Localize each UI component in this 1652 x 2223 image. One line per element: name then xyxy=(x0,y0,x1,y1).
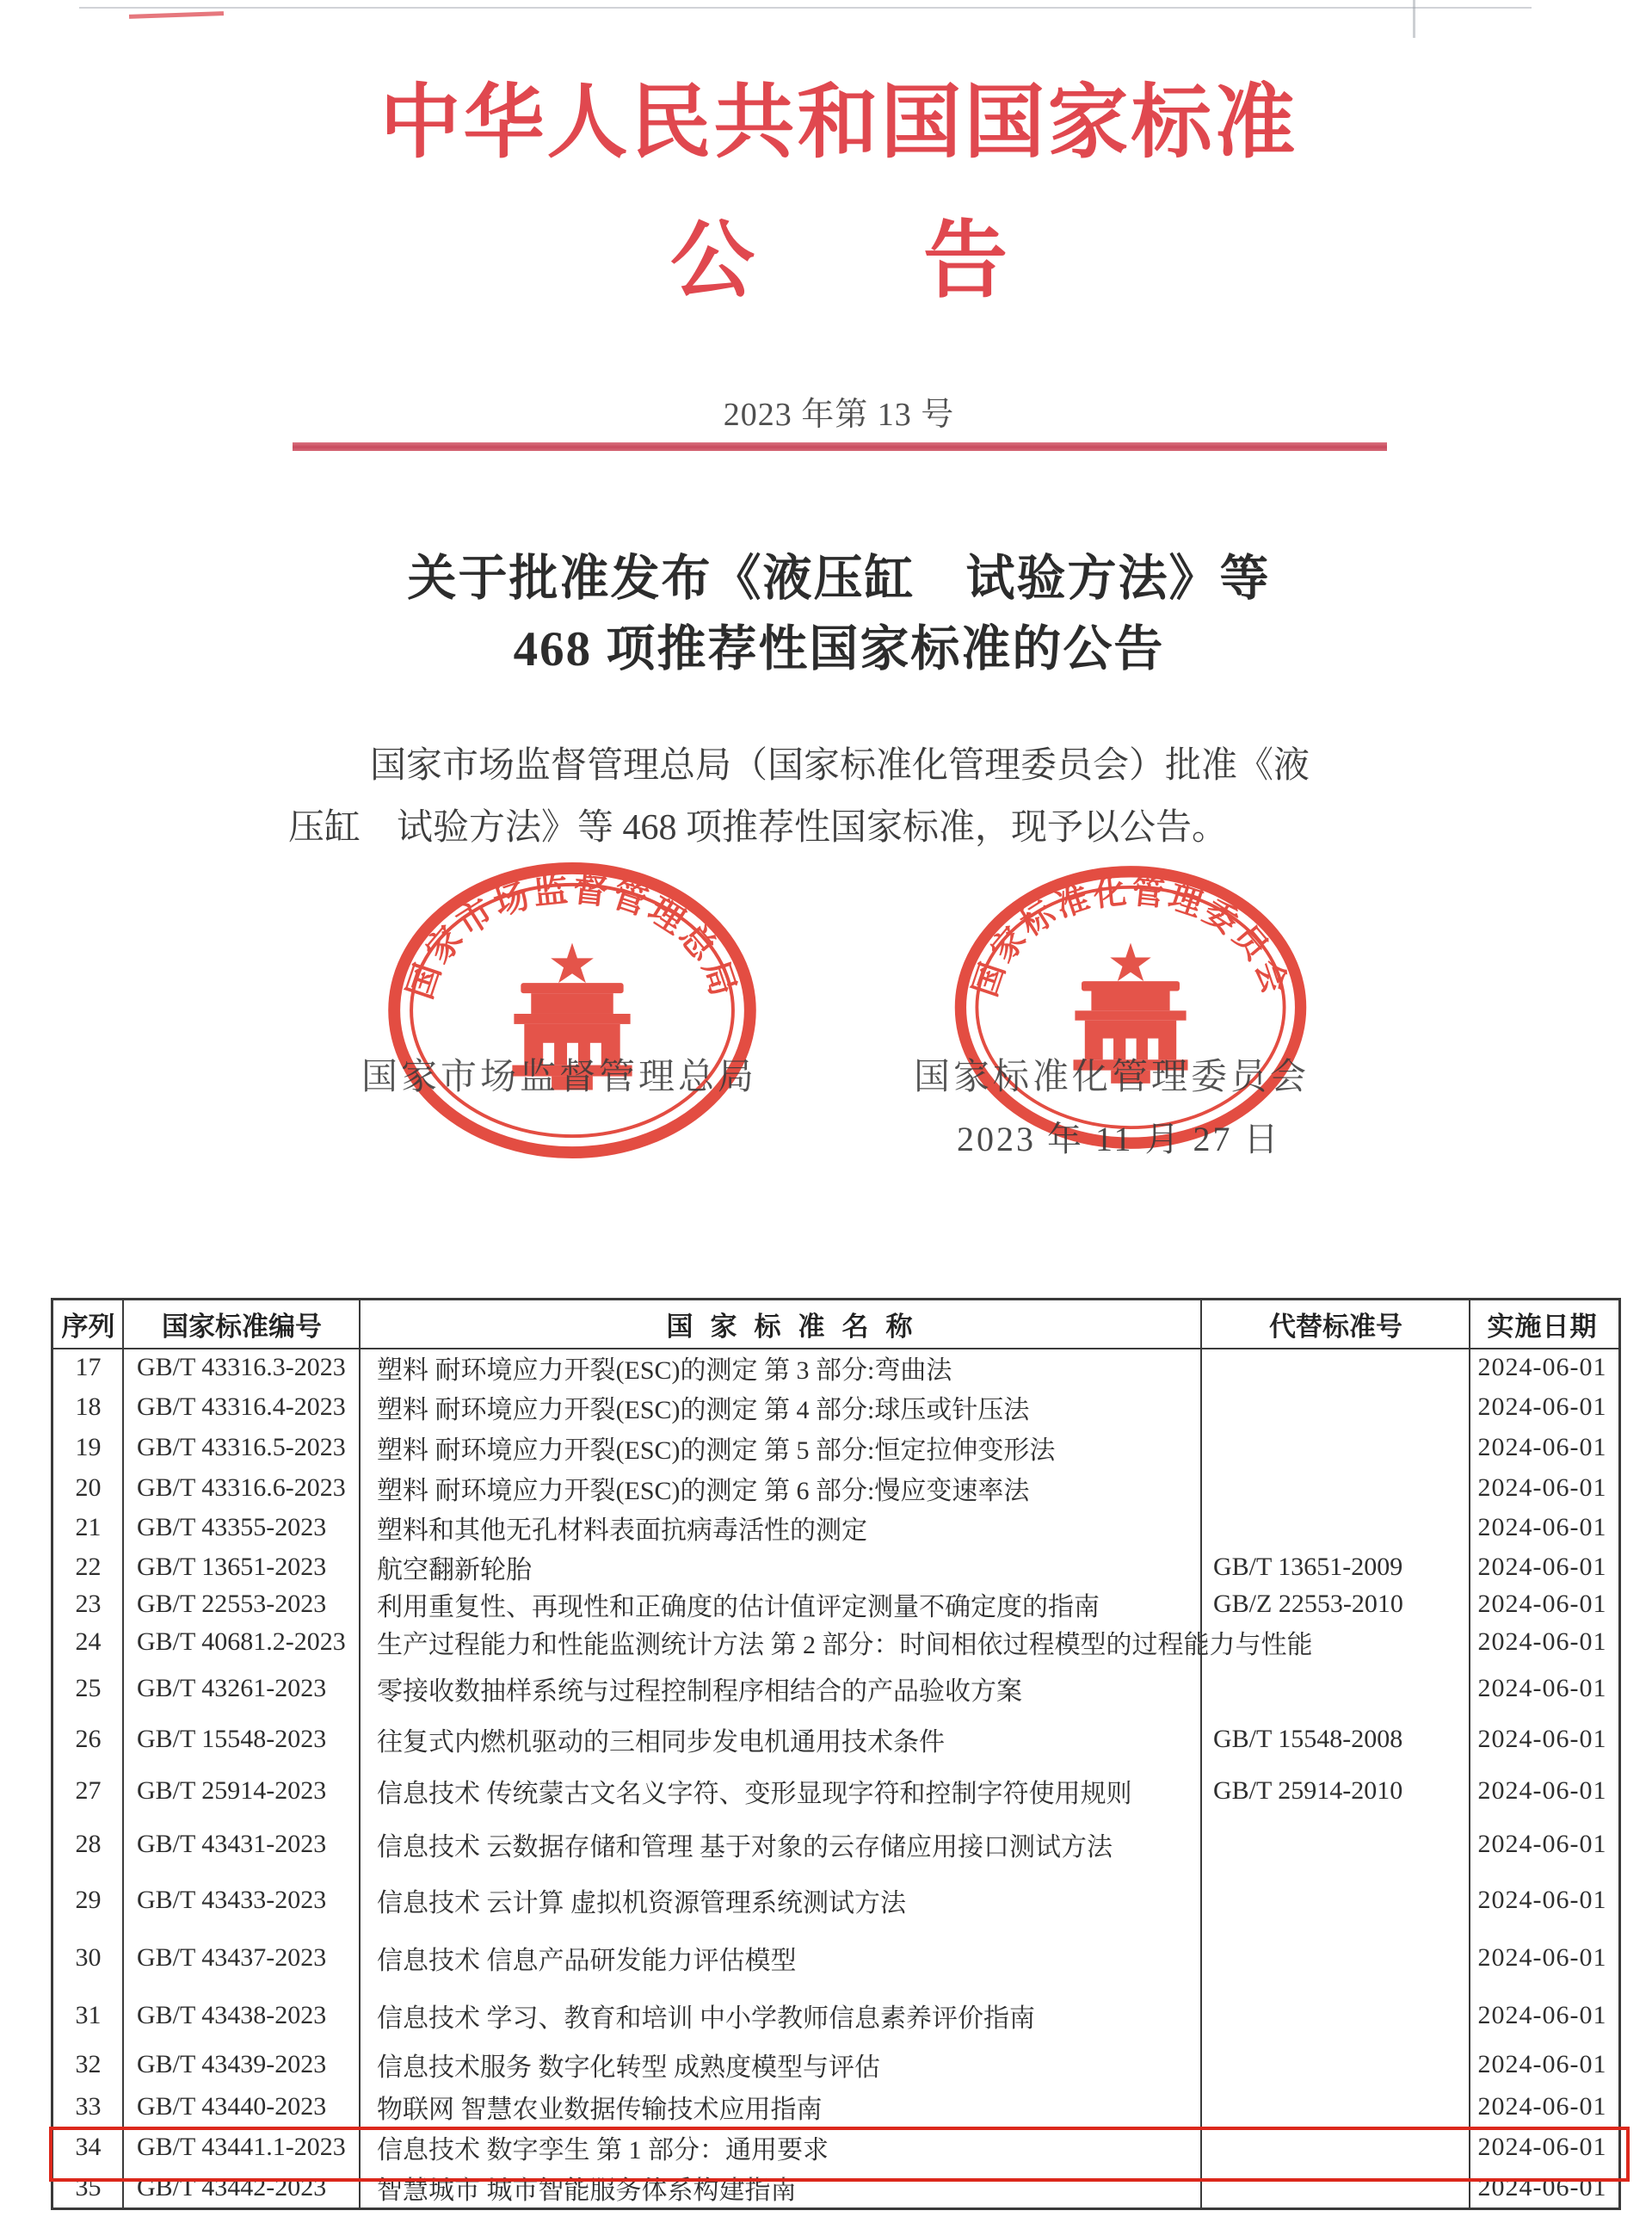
cell-name: 信息技术 云计算 虚拟机资源管理系统测试方法 xyxy=(377,1889,906,1917)
table-row xyxy=(53,1872,1618,1929)
cell-code: GB/T 43433-2023 xyxy=(137,1886,327,1914)
table-row xyxy=(53,1817,1618,1872)
cell-code: GB/T 22553-2023 xyxy=(137,1589,327,1618)
cell-date: 2024-06-01 xyxy=(1477,2132,1607,2161)
cell-replaces xyxy=(1203,1508,1479,1547)
table-row xyxy=(53,1467,1618,1508)
cell-name: 信息技术 传统蒙古文名义字符、变形显现字符和控制字符使用规则 xyxy=(377,1780,1132,1808)
cell-date: 2024-06-01 xyxy=(1477,1353,1607,1381)
cell-date: 2024-06-01 xyxy=(1477,1392,1607,1421)
cell-replaces xyxy=(1203,1387,1479,1427)
cell-name: 信息技术 云数据存储和管理 基于对象的云存储应用接口测试方法 xyxy=(377,1833,1113,1862)
cell-code: GB/T 13651-2023 xyxy=(137,1553,327,1581)
signature-sac: 国家标准化管理委员会 xyxy=(914,1058,1310,1097)
cell-code: GB/T 43439-2023 xyxy=(137,2050,327,2078)
cell-name: 塑料 耐环境应力开裂(ESC)的测定 第 4 部分:球压或针压法 xyxy=(377,1396,1030,1424)
cell-code: GB/T 15548-2023 xyxy=(137,1725,327,1753)
official-seal-samr xyxy=(383,861,761,1160)
cell-seq: 20 xyxy=(75,1473,102,1502)
scan-red-mark xyxy=(129,11,224,19)
header-name: 国家标准名称 xyxy=(666,1312,930,1342)
issue-number: 2023 年第 13 号 xyxy=(723,397,955,433)
cell-name: 利用重复性、再现性和正确度的估计值评定测量不确定度的指南 xyxy=(377,1592,1100,1621)
signature-date: 2023 年 11 月 27 日 xyxy=(957,1120,1281,1158)
table-row xyxy=(53,1547,1618,1587)
cell-name: 塑料 耐环境应力开裂(ESC)的测定 第 6 部分:慢应变速率法 xyxy=(377,1476,1030,1505)
cell-date: 2024-06-01 xyxy=(1477,1943,1607,1972)
cell-replaces: GB/T 15548-2008 xyxy=(1213,1725,1403,1753)
header-replaces: 代替标准号 xyxy=(1269,1312,1402,1342)
cell-date: 2024-06-01 xyxy=(1477,1886,1607,1914)
signature-samr: 国家市场监督管理总局 xyxy=(361,1058,758,1097)
cell-name: 物联网 智慧农业数据传输技术应用指南 xyxy=(377,2095,823,2124)
cell-seq: 21 xyxy=(75,1513,102,1541)
announcement-heading-line2: 468 项推荐性国家标准的公告 xyxy=(513,622,1165,676)
cell-seq: 33 xyxy=(75,2091,102,2121)
cell-name: 信息技术 信息产品研发能力评估模型 xyxy=(377,1947,797,1975)
document-subtitle: 公 告 xyxy=(669,215,1008,308)
cell-replaces xyxy=(1203,1929,1479,1987)
cell-name: 信息技术 学习、教育和培训 中小学教师信息素养评价指南 xyxy=(377,2004,1035,2033)
official-seal-samr-icon xyxy=(383,861,761,1160)
table-row xyxy=(53,1621,1618,1664)
header-seq: 序列 xyxy=(61,1312,115,1342)
highlight-box-row-34 xyxy=(49,2127,1630,2182)
table-row xyxy=(53,2086,1618,2127)
cell-seq: 31 xyxy=(75,2000,102,2029)
seal-arc-text: 国家市场监督管理总局 xyxy=(401,870,743,1004)
cell-date: 2024-06-01 xyxy=(1477,1513,1607,1541)
cell-replaces xyxy=(1203,2086,1479,2127)
cell-seq: 17 xyxy=(75,1353,102,1381)
cell-seq: 28 xyxy=(75,1830,102,1858)
cell-name: 信息技术服务 数字化转型 成熟度模型与评估 xyxy=(377,2053,880,2082)
cell-replaces: GB/T 25914-2010 xyxy=(1213,1776,1403,1805)
cell-seq: 25 xyxy=(75,1674,102,1702)
cell-date: 2024-06-01 xyxy=(1477,1830,1607,1858)
cell-replaces: GB/Z 22553-2010 xyxy=(1213,1589,1403,1618)
cell-code: GB/T 43316.4-2023 xyxy=(137,1392,346,1421)
cell-replaces xyxy=(1203,2043,1479,2086)
cell-name: 生产过程能力和性能监测统计方法 第 2 部分：时间相依过程模型的过程能力与性能 xyxy=(377,1631,1313,1659)
cell-code: GB/T 43316.3-2023 xyxy=(137,1353,346,1381)
table-row xyxy=(53,1664,1618,1714)
table-row xyxy=(53,1587,1618,1621)
cell-seq: 23 xyxy=(75,1589,102,1618)
cell-seq: 18 xyxy=(75,1392,102,1421)
cell-code: GB/T 43442-2023 xyxy=(137,2172,327,2201)
cell-date: 2024-06-01 xyxy=(1477,1674,1607,1702)
cell-seq: 22 xyxy=(75,1553,102,1581)
table-header-row xyxy=(53,1300,1618,1349)
table-row xyxy=(53,1714,1618,1765)
cell-name: 往复式内燃机驱动的三相同步发电机通用技术条件 xyxy=(377,1728,945,1757)
announcement-heading-line1: 关于批准发布《液压缸 试验方法》等 xyxy=(407,552,1271,606)
cell-seq: 34 xyxy=(75,2132,102,2161)
cell-code: GB/T 25914-2023 xyxy=(137,1776,327,1805)
cell-date: 2024-06-01 xyxy=(1477,1776,1607,1805)
cell-seq: 32 xyxy=(75,2050,102,2078)
cell-seq: 19 xyxy=(75,1432,102,1461)
cell-date: 2024-06-01 xyxy=(1477,2050,1607,2078)
table-row xyxy=(53,1508,1618,1547)
cell-replaces xyxy=(1203,1872,1479,1929)
cell-code: GB/T 40681.2-2023 xyxy=(137,1627,346,1656)
cell-date: 2024-06-01 xyxy=(1477,2172,1607,2201)
table-row xyxy=(53,1765,1618,1817)
header-code: 国家标准编号 xyxy=(162,1312,322,1342)
cell-code: GB/T 43316.6-2023 xyxy=(137,1473,346,1502)
cell-replaces xyxy=(1203,1987,1479,2043)
table-row xyxy=(53,1427,1618,1467)
table-row xyxy=(53,1987,1618,2043)
cell-replaces xyxy=(1203,1348,1479,1387)
red-divider-rule xyxy=(293,442,1387,451)
cell-code: GB/T 43316.5-2023 xyxy=(137,1432,346,1461)
cell-date: 2024-06-01 xyxy=(1477,2091,1607,2121)
cell-date: 2024-06-01 xyxy=(1477,1589,1607,1618)
cell-seq: 35 xyxy=(75,2172,102,2201)
scan-edge-line xyxy=(79,7,1532,9)
cell-replaces xyxy=(1203,1817,1479,1872)
cell-name: 智慧城市 城市智能服务体系构建指南 xyxy=(377,2176,797,2205)
table-row xyxy=(53,1929,1618,1987)
cell-date: 2024-06-01 xyxy=(1477,2000,1607,2029)
cell-seq: 30 xyxy=(75,1943,102,1972)
cell-name: 航空翻新轮胎 xyxy=(377,1556,532,1584)
cell-name: 塑料和其他无孔材料表面抗病毒活性的测定 xyxy=(377,1516,867,1545)
cell-name: 信息技术 数字孪生 第 1 部分：通用要求 xyxy=(377,2135,829,2164)
seal-arc-text: 国家标准化管理委员会 xyxy=(967,874,1294,1002)
standards-table xyxy=(51,1298,1621,2210)
body-text-line2: 压缸 试验方法》等 468 项推荐性国家标准，现予以公告。 xyxy=(288,808,1229,848)
cell-replaces xyxy=(1203,1664,1479,1714)
cell-seq: 29 xyxy=(75,1886,102,1914)
table-row xyxy=(53,2043,1618,2086)
cell-name: 零接收数抽样系统与过程控制程序相结合的产品验收方案 xyxy=(377,1677,1022,1706)
cell-code: GB/T 43438-2023 xyxy=(137,2000,327,2029)
table-row xyxy=(53,1348,1618,1387)
cell-date: 2024-06-01 xyxy=(1477,1473,1607,1502)
cell-date: 2024-06-01 xyxy=(1477,1553,1607,1581)
header-date: 实施日期 xyxy=(1487,1312,1598,1342)
cell-seq: 26 xyxy=(75,1725,102,1753)
cell-seq: 27 xyxy=(75,1776,102,1805)
cell-code: GB/T 43437-2023 xyxy=(137,1943,327,1972)
cell-date: 2024-06-01 xyxy=(1477,1627,1607,1656)
cell-date: 2024-06-01 xyxy=(1477,1725,1607,1753)
cell-name: 塑料 耐环境应力开裂(ESC)的测定 第 3 部分:弯曲法 xyxy=(377,1356,952,1385)
cell-replaces xyxy=(1203,1427,1479,1467)
cell-replaces xyxy=(1203,1621,1479,1664)
scan-edge-tick xyxy=(1413,0,1415,38)
cell-seq: 24 xyxy=(75,1627,102,1656)
cell-name: 塑料 耐环境应力开裂(ESC)的测定 第 5 部分:恒定拉伸变形法 xyxy=(377,1436,1056,1465)
cell-code: GB/T 43431-2023 xyxy=(137,1830,327,1858)
cell-replaces: GB/T 13651-2009 xyxy=(1213,1553,1403,1581)
cell-code: GB/T 43261-2023 xyxy=(137,1674,327,1702)
body-text-line1: 国家市场监督管理总局（国家标准化管理委员会）批准《液 xyxy=(370,746,1310,786)
cell-code: GB/T 43440-2023 xyxy=(137,2091,327,2121)
table-row xyxy=(53,1387,1618,1427)
document-title: 中华人民共和国国家标准 xyxy=(379,78,1298,168)
cell-date: 2024-06-01 xyxy=(1477,1432,1607,1461)
cell-code: GB/T 43355-2023 xyxy=(137,1513,327,1541)
cell-replaces xyxy=(1203,1467,1479,1508)
cell-code: GB/T 43441.1-2023 xyxy=(137,2132,346,2161)
